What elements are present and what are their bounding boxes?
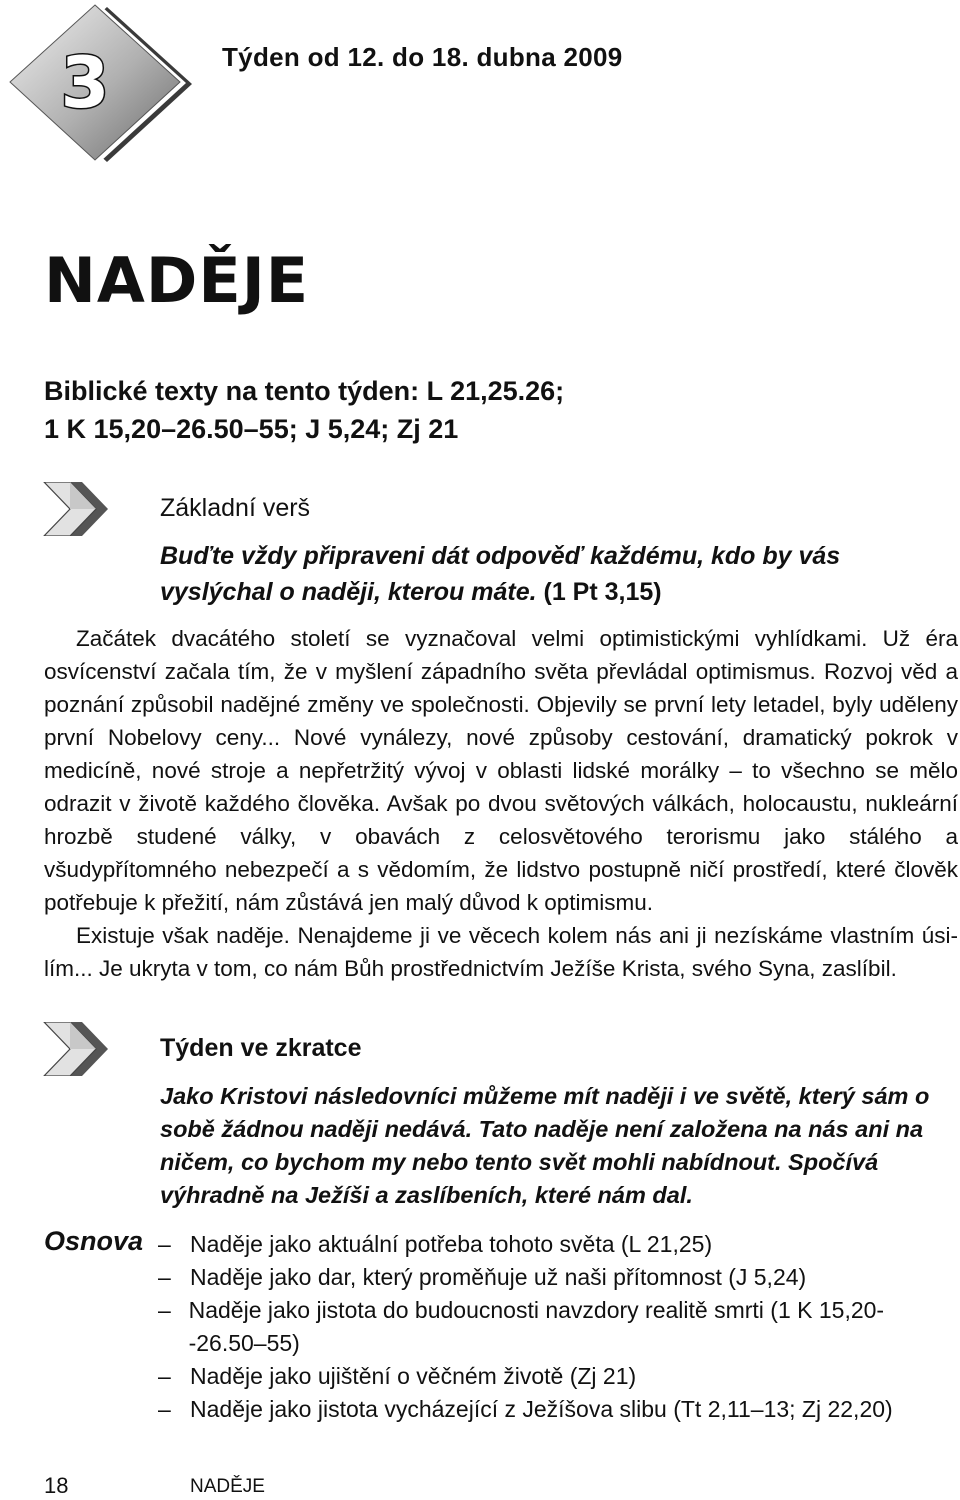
list-item	[158, 1360, 960, 1393]
intro-paragraph-2: Existuje však naděje. Nenajdeme ji ve věcech kolem nás ani ji nezískáme vlastním úsilím... Je ukryta v tom, co nám Bůh prostřednictvím Ježíše Krista, svého Syna, zaslíbil.	[44, 923, 958, 981]
outline-list	[158, 1228, 960, 1426]
outline-item-text: Naděje jako ujištění o věčném životě (Zj 21)	[190, 1363, 637, 1389]
dash-bullet: –	[158, 1297, 171, 1323]
chevron-bullet-icon	[42, 1022, 122, 1076]
chevron-bullet-icon	[42, 482, 122, 536]
dash-bullet: –	[158, 1264, 171, 1290]
memory-verse-text: Buďte vždy připraveni dát odpověď každému, kdo by vás vyslýchal o naději, kterou máte.	[160, 542, 841, 606]
week-summary-heading: Týden ve zkratce	[160, 1034, 362, 1062]
bible-texts-line-1: Biblické texty na tento týden: L 21,25.26;	[44, 376, 565, 406]
memory-verse	[160, 538, 940, 610]
dash-bullet: –	[158, 1396, 171, 1422]
page-number: 18	[44, 1473, 69, 1498]
bible-texts-line-2: 1 K 15,20–26.50–55; J 5,24; Zj 21	[44, 414, 459, 444]
running-title: NADĚJE	[190, 1476, 265, 1497]
list-item	[158, 1294, 960, 1360]
lesson-number-badge	[0, 0, 200, 170]
outline-item-text: Naděje jako jistota vycházející z Ježíšova slibu (Tt 2,11–13; Zj 22,20)	[190, 1396, 893, 1422]
outline-item-text: Naděje jako dar, který proměňuje už naši přítomnost (J 5,24)	[190, 1264, 807, 1290]
list-item	[158, 1228, 960, 1261]
lesson-number: 3	[60, 42, 110, 124]
lesson-title: NADĚJE	[44, 244, 310, 317]
intro-paragraph-1: Začátek dvacátého století se vyznačoval velmi optimistickými vyhlídkami. Už éra osvícenství začala tím, že v myšlení západního světa převládal optimismus. Rozvoj věd a poznání způsobil nadějné změny ve společnosti. Objevily se první lety letadel, byly uděleny první Nobelovy ceny... Nové vynálezy, nové způsoby cestování, dramatický pokrok v medicíně, nové stroje a nepřetržitý vývoj v oblasti lidské morálky – to všechno se mělo odrazit v životě každého člověka. Avšak po dvou světových válkách, holocaustu, nukleární hrozbě studené války, v obavách z celosvětového terorismu jako stálého a všudypřítomného nebezpečí a s vědomím, že lidstvo postupně ničí prostředí, které člověk potřebuje k přežití, nám zůstává jen malý důvod k optimismu.	[44, 626, 958, 915]
dash-bullet: –	[158, 1363, 171, 1389]
list-item	[158, 1261, 960, 1294]
list-item	[158, 1393, 960, 1426]
outline-item-text: Naděje jako aktuální potřeba tohoto světa (L 21,25)	[190, 1231, 713, 1257]
outline-label: Osnova	[44, 1226, 144, 1256]
week-label: Týden od 12. do 18. dubna 2009	[222, 42, 623, 72]
bible-texts	[44, 372, 924, 448]
outline-item-text: Naděje jako jistota do budoucnosti navzdory realitě smrti (1 K 15,20--26.50–55)	[188, 1297, 885, 1356]
week-summary-text: Jako Kristovi následovníci můžeme mít naději i ve světě, který sám o sobě žádnou naději nedává. Tato naděje není založena na nás ani na ničem, co bychom my nebo tento svět mohli nabídnout. Spočívá výhradně na Ježíši a zaslíbeních, které nám dal.	[160, 1083, 930, 1208]
memory-verse-heading: Základní verš	[160, 494, 311, 522]
dash-bullet: –	[158, 1231, 171, 1257]
memory-verse-reference: (1 Pt 3,15)	[543, 578, 662, 606]
intro-text	[44, 622, 958, 985]
